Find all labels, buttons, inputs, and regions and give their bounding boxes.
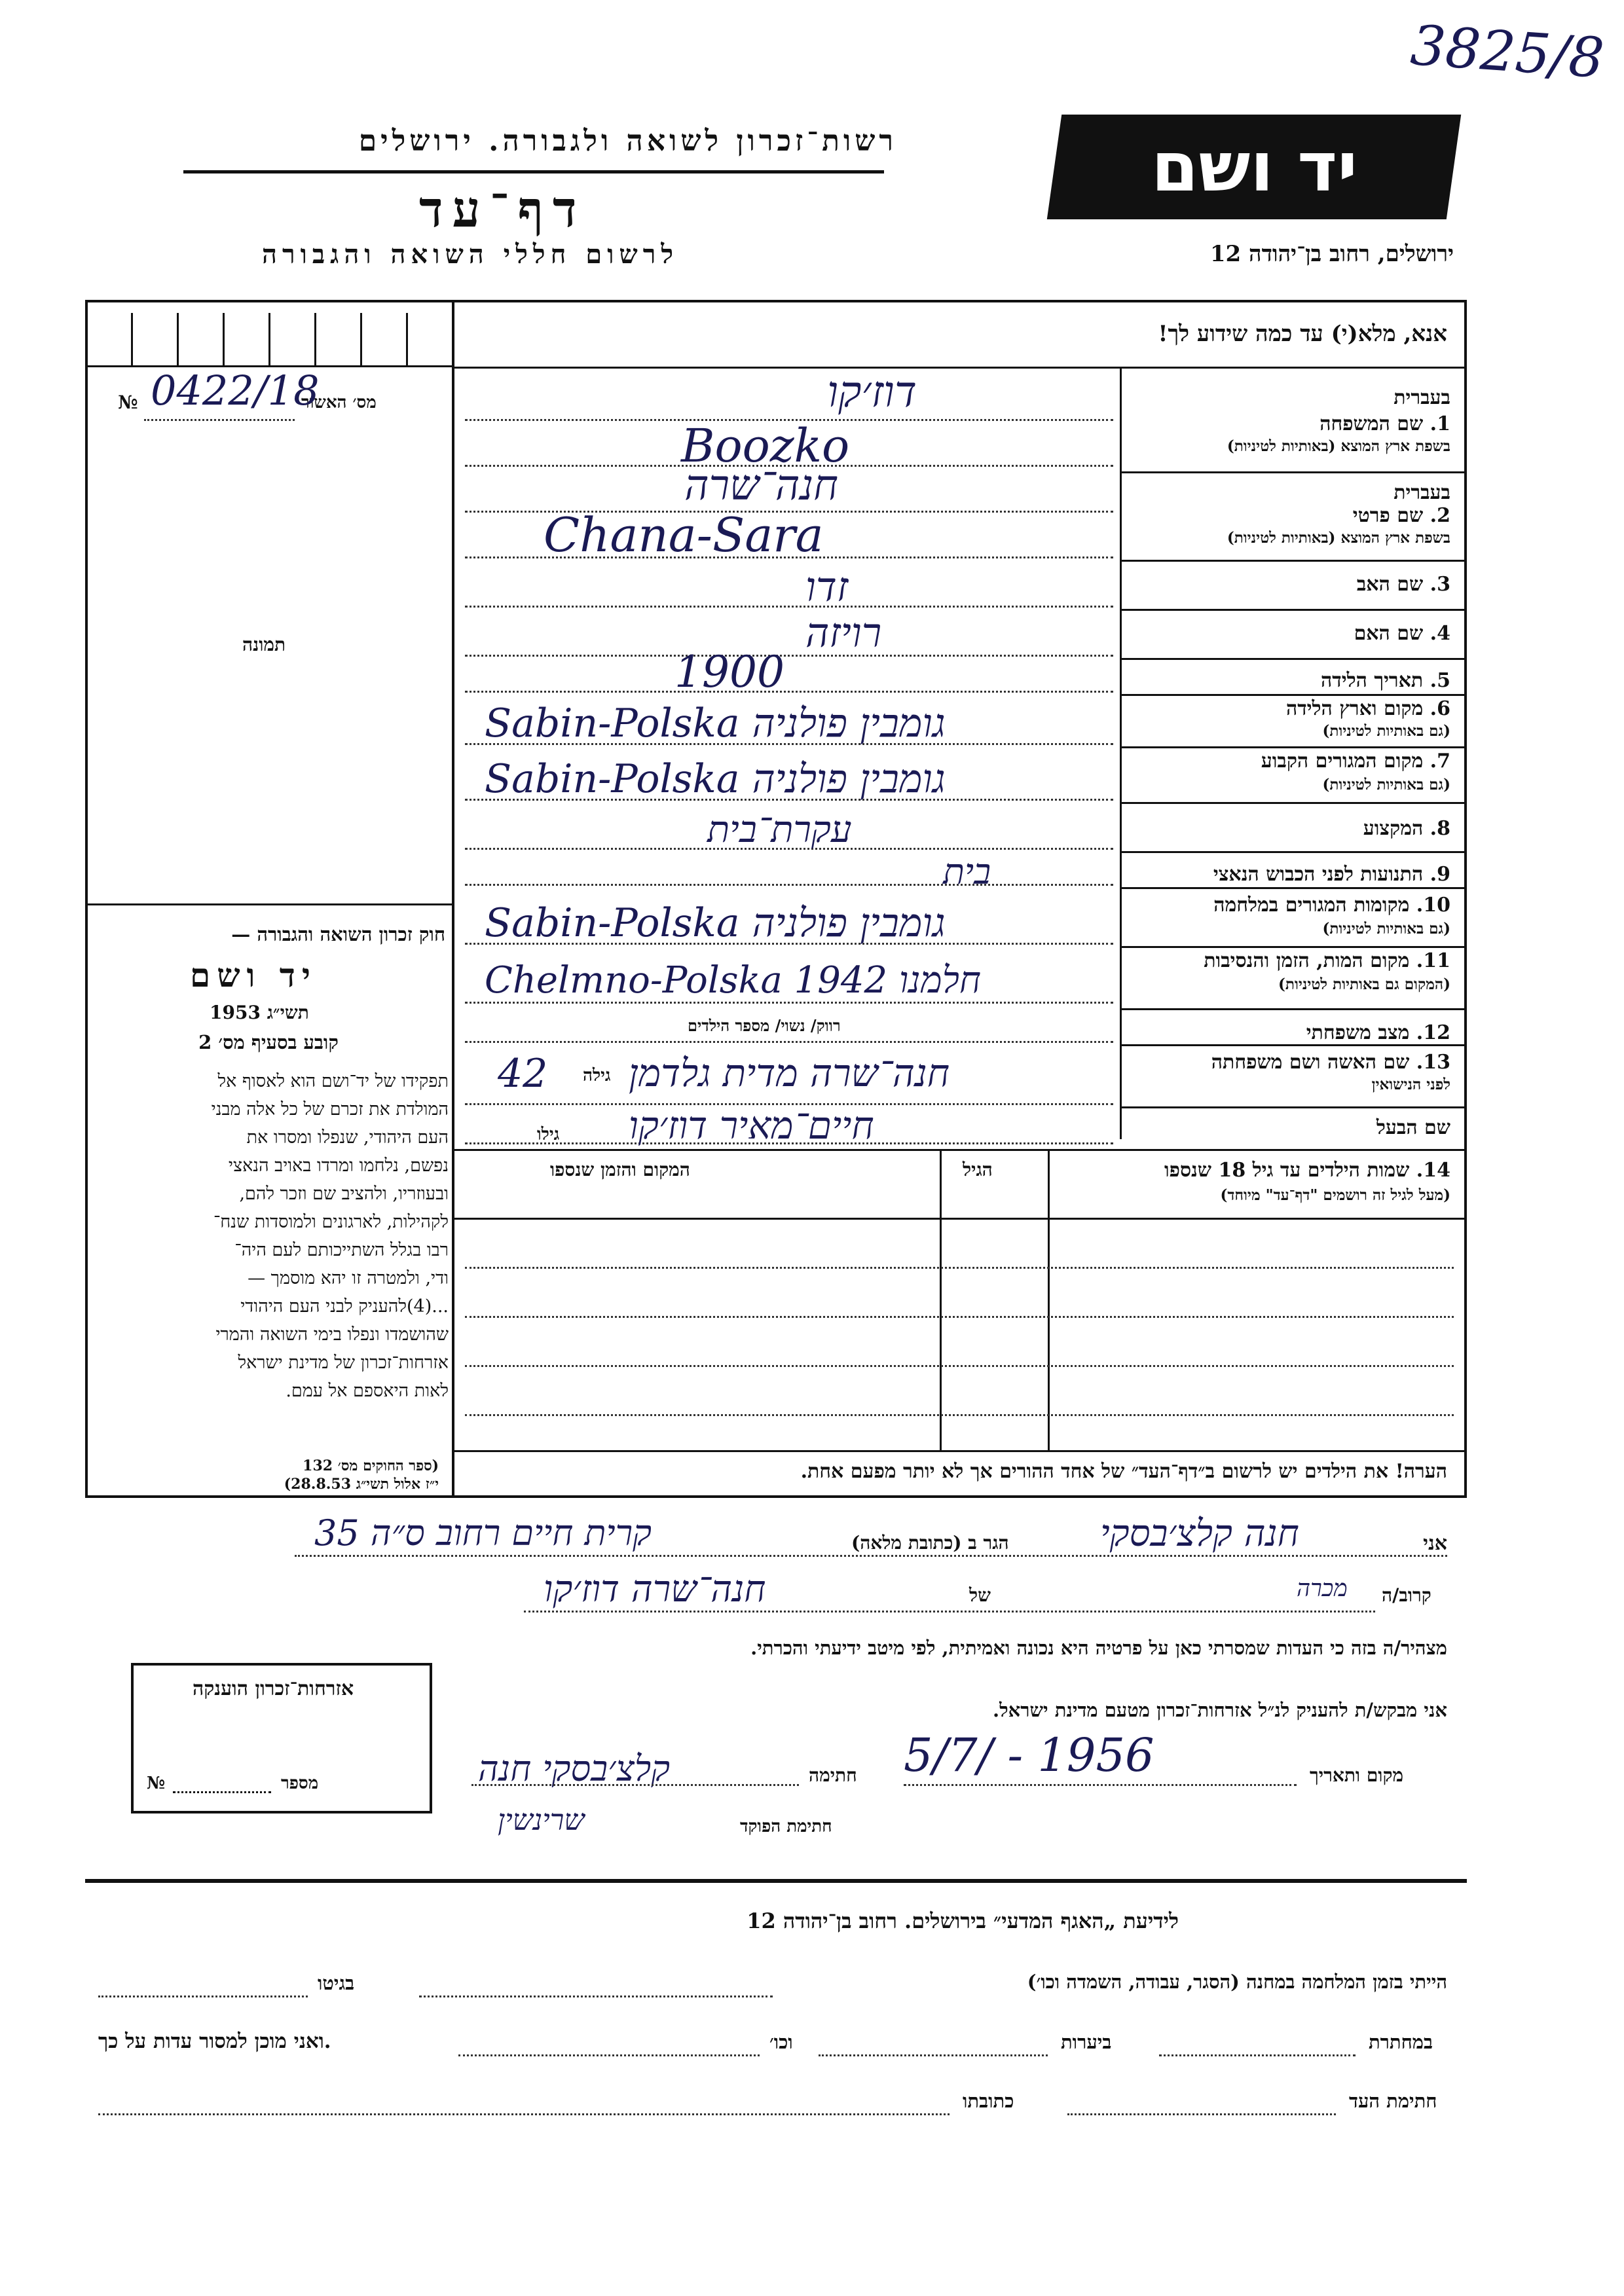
footer-etc: וכו׳: [769, 2031, 793, 2053]
field-5-label: 5. תאריך הלידה: [1321, 669, 1450, 692]
archive-number: 3825/8: [1409, 12, 1607, 91]
f9-value: בית: [943, 851, 991, 892]
f1-latin-value: Boozko: [681, 419, 850, 473]
field-4-label: 4. שם האם: [1354, 622, 1450, 645]
field-13-sub: לפני הנישואין: [1371, 1076, 1450, 1093]
field-3-label: 3. שם האב: [1356, 573, 1450, 596]
row-sep: [1120, 560, 1467, 562]
yad-vashem-logo: [1047, 115, 1461, 219]
children-row: [465, 1365, 1454, 1367]
law-line: המולדת את זכרם של כל אלה מבני: [211, 1099, 449, 1120]
decl-line-1: [295, 1555, 1447, 1557]
row-sep: [1120, 609, 1467, 611]
f4-value: רויזה: [805, 609, 882, 657]
citizenship-number-label: מספר: [281, 1774, 319, 1793]
approval-no-sign: №: [118, 392, 138, 413]
officer-value: שרינשין: [498, 1804, 585, 1837]
law-line: ...(4)להעניק לבני העם היהודי: [240, 1296, 449, 1317]
form-title: דף־עד: [419, 180, 586, 238]
citizenship-no-sign: №: [147, 1774, 166, 1793]
children-row: [465, 1267, 1454, 1269]
footer-witness-sig: חתימת העד: [1349, 2090, 1437, 2112]
footer-underground: במחתרת: [1369, 2031, 1433, 2053]
field-1-hebrew-label: בעברית: [1393, 386, 1450, 409]
address: ירושלים, רחוב בן־יהודה 12: [1209, 241, 1454, 267]
line-f9: [465, 884, 1113, 886]
field-2-hebrew-label: בעברית: [1393, 481, 1450, 504]
row-sep: [1120, 746, 1467, 748]
field-6-sub: (גם באותיות לטיניות): [1322, 722, 1450, 740]
footer-address-line: [98, 2113, 950, 2115]
law-year-heb: תשי״ג: [267, 1002, 309, 1023]
decl-name: חנה קלצ׳בסקי: [1100, 1512, 1299, 1555]
footer-title: לידיעת „האגף המדעי״ בירושלים. רחוב בן־יהודה 12: [747, 1908, 1179, 1933]
approval-line: [144, 419, 295, 421]
f10-value: Sabin-Polska גומבין פולניה: [485, 900, 946, 946]
decl-i: אני: [1423, 1532, 1447, 1555]
row-sep: [1120, 658, 1467, 660]
header-rule: [183, 170, 884, 173]
decl-address: קרית חיים רחוב ס״ה 35: [314, 1512, 652, 1554]
photo-rule: [85, 903, 452, 905]
field-13-label: 13. שם האשה ושם משפחתה: [1211, 1051, 1450, 1074]
row-sep: [1120, 1106, 1467, 1108]
row-sep: [1120, 887, 1467, 889]
f1-hebrew-value: דוז׳קו: [827, 367, 917, 417]
law-line: ובעוזריו, ולהציב שם וזכר להם,: [239, 1184, 449, 1204]
citizenship-number-line: [173, 1791, 271, 1793]
citizenship-box: [131, 1663, 432, 1813]
field-7-label: 7. מקום המגורים הקבוע: [1261, 750, 1450, 773]
law-clause: קובע בסעיף מס׳ 2: [198, 1031, 339, 1053]
field-12-label: 12. מצב משפחתי: [1306, 1021, 1450, 1044]
footer-underground-line: [1159, 2054, 1356, 2056]
law-name: יד ושם: [190, 956, 317, 994]
footer-forests-line: [819, 2054, 1048, 2056]
decl-relative-label: קרוב/ה: [1382, 1584, 1431, 1606]
form-subtitle: לרשום חללי השואה והגבורה: [262, 239, 679, 270]
field-6-label: 6. מקום וארץ הלידה: [1285, 697, 1450, 720]
footer-ghetto-line: [98, 1995, 308, 1997]
field-1-sub: בשפת ארץ המוצא (באותיות לטיניות): [1227, 437, 1450, 455]
f6-value: Sabin-Polska גומבין פולניה: [485, 701, 946, 746]
approval-label: מס׳ האשור: [301, 393, 377, 412]
f11-value: Chelmno-Polska 1942 חלמנו: [485, 959, 982, 1002]
row-sep: [1120, 694, 1467, 696]
row-sep: [1120, 946, 1467, 948]
field-2-label: 2. שם פרטי: [1352, 504, 1450, 527]
authority-name: רשות־זכרון לשואה ולגבורה. ירושלים: [358, 124, 897, 158]
children-header-rule: [452, 1218, 1467, 1220]
logo-text: יד ושם: [1151, 127, 1357, 207]
law-line: ודי, ולמטרה זו יהא מוסמך —: [248, 1268, 449, 1288]
law-year: [210, 1002, 309, 1024]
law-line: תפקידו של יד־ושם הוא לאסוף אל: [217, 1071, 449, 1091]
decl-line-2: [524, 1611, 1375, 1613]
footer-line1-a: הייתי בזמן המלחמה במחנה (הסגר, עבודה, השמדה וכו׳): [1027, 1971, 1447, 1993]
footer-rule: [85, 1879, 1467, 1883]
f11-note: רווק/ נשוי/ מספר הילדים: [688, 1016, 841, 1035]
husband-value: חיים־מאיר דוז׳קו: [629, 1103, 874, 1148]
row-sep: [1120, 1044, 1467, 1046]
law-source: [98, 1457, 439, 1493]
husband-age-label: גילו: [537, 1125, 560, 1144]
row-sep: [1120, 802, 1467, 804]
row-sep: [1120, 471, 1467, 473]
law-source-2: י״ז אלול תשי״ג 28.8.53): [284, 1476, 439, 1493]
children-row: [465, 1414, 1454, 1416]
field-11-label: 11. מקום המות, הזמן והנסיבות: [1204, 949, 1450, 972]
line-f12: [465, 1041, 1113, 1043]
f7-value: Sabin-Polska גומבין פולניה: [485, 756, 946, 802]
footer-camp-line: [419, 1995, 773, 1997]
labels-divider: [1120, 367, 1122, 1139]
place-date-label: מקום ותאריך: [1310, 1764, 1404, 1786]
field-9-label: 9. התנועות לפני הכבוש הנאצי: [1213, 863, 1450, 886]
law-line: לאות היאספם אל עמם.: [286, 1381, 449, 1401]
law-source-1: (ספר החוקים מס׳ 132: [303, 1457, 439, 1474]
law-line: שהושמדו ונפלו בימי השואה והמרי: [215, 1324, 449, 1345]
field-11-sub: (המקום גם באותיות לטיניות): [1278, 975, 1450, 993]
signature-line: [471, 1784, 799, 1786]
citizenship-title: אזרחות־זכרון הוענקה: [193, 1677, 354, 1700]
place-date-line: [904, 1784, 1297, 1786]
field-2-sub: בשפת ארץ המוצא (באותיות לטיניות): [1227, 529, 1450, 547]
left-column-divider: [452, 300, 454, 1498]
signature-value: קלצ׳בסקי חנה: [478, 1748, 671, 1789]
officer-label: חתימת הפוקד: [740, 1817, 832, 1836]
signature-label: חתימה: [809, 1764, 857, 1786]
decl-person-name: חנה־שרה דוז׳קו: [544, 1568, 766, 1611]
f8-value: עקרת־בית: [707, 809, 852, 851]
law-line: אזרחות־זכרון של מדינת ישראל: [238, 1353, 449, 1373]
law-text: [95, 1067, 449, 1405]
children-table-top: [452, 1149, 1467, 1151]
field-7-sub: (גם באותיות לטיניות): [1322, 776, 1450, 793]
footer-etc-line: [458, 2054, 760, 2056]
law-year-greg: 1953: [210, 1002, 261, 1023]
f2-latin-value: Chana-Sara: [544, 507, 824, 562]
law-line: רבו בגלל השתייכותם לעם היה־: [234, 1240, 449, 1260]
children-col-2: [1048, 1149, 1050, 1450]
field-14-label: 14. שמות הילדים עד גיל 18 שנספו: [1164, 1159, 1450, 1182]
approval-number: 0422/18: [151, 367, 320, 414]
col-place-header: המקום והזמן שנספו: [550, 1159, 690, 1180]
footer-ghetto: בגיטו: [318, 1972, 355, 1994]
line-f5: [465, 691, 1113, 693]
decl-address-label: הגר ב (כתובת מלאה): [851, 1532, 1009, 1554]
f2-hebrew-value: חנה־שרה: [684, 462, 838, 510]
line-f4: [465, 655, 1113, 657]
photo-label: תמונה: [242, 634, 286, 655]
husband-label: שם הבעל: [1376, 1116, 1450, 1139]
tick-marks: [85, 300, 452, 365]
f3-value: זדו: [805, 563, 849, 611]
field-10-sub: (גם באותיות לטיניות): [1322, 920, 1450, 938]
footer-forests: ביערות: [1061, 2031, 1112, 2053]
children-col-1: [940, 1149, 942, 1450]
line-f3: [465, 606, 1113, 608]
row-sep: [1120, 851, 1467, 853]
field-8-label: 8. המקצוע: [1363, 817, 1450, 840]
col-age-header: הגיל: [963, 1159, 993, 1180]
field-10-label: 10. מקומות המגורים במלחמה: [1213, 894, 1450, 917]
line-f11: [465, 1002, 1113, 1004]
law-line: העם היהודי, שנפלו ומסרו את: [246, 1127, 449, 1148]
children-table-bottom: [452, 1450, 1467, 1452]
law-line: נפשם, נלחמו ומרדו באויב הנאצי: [228, 1156, 449, 1176]
place-date-value: 5/7/ - 1956: [904, 1728, 1154, 1782]
row-sep: [1120, 1008, 1467, 1010]
field-1-label: 1. שם המשפחה: [1320, 412, 1450, 435]
footer-witness-line: [1067, 2113, 1336, 2115]
f13-age: 42: [498, 1051, 548, 1097]
decl-relation: מכרה: [1297, 1575, 1348, 1602]
decl-request: אני מבקש/ת להעניק לנ״ל אזרחות־זכרון מטעם מדינת ישראל.: [993, 1699, 1447, 1721]
f5-value: 1900: [674, 647, 784, 697]
footer-ready: ואני מוכן למסור עדות על כך.: [98, 2030, 331, 2053]
field-14-sub: (מעל לגיל זה רושמים "דף־עד" מיוחד): [1220, 1186, 1450, 1204]
children-row: [465, 1316, 1454, 1318]
children-note: הערה! את הילדים יש לרשום ב״דף־העד״ של אחד ההורים אך לא יותר מפעם אחת.: [800, 1460, 1447, 1483]
law-line: לקהילות, לארגונים ולמוסדות שנח־: [213, 1212, 449, 1232]
law-heading: חוק זכרון השואה והגבורה —: [231, 923, 445, 945]
instructions: אנא, מלא(י) עד כמה שידוע לך!: [1158, 321, 1447, 347]
decl-of-label: של: [969, 1584, 991, 1606]
age-label: גילה: [583, 1066, 611, 1085]
footer-address-label: כתובתו: [963, 2090, 1014, 2112]
f13-value: חנה־שרה מדית גלדמן: [629, 1051, 950, 1095]
decl-statement: מצהיר/ה בזה כי העדות שמסרתי כאן על פרטיה היא נכונה ואמיתית, לפי מיטב ידיעתי והכרתי.: [750, 1637, 1447, 1659]
